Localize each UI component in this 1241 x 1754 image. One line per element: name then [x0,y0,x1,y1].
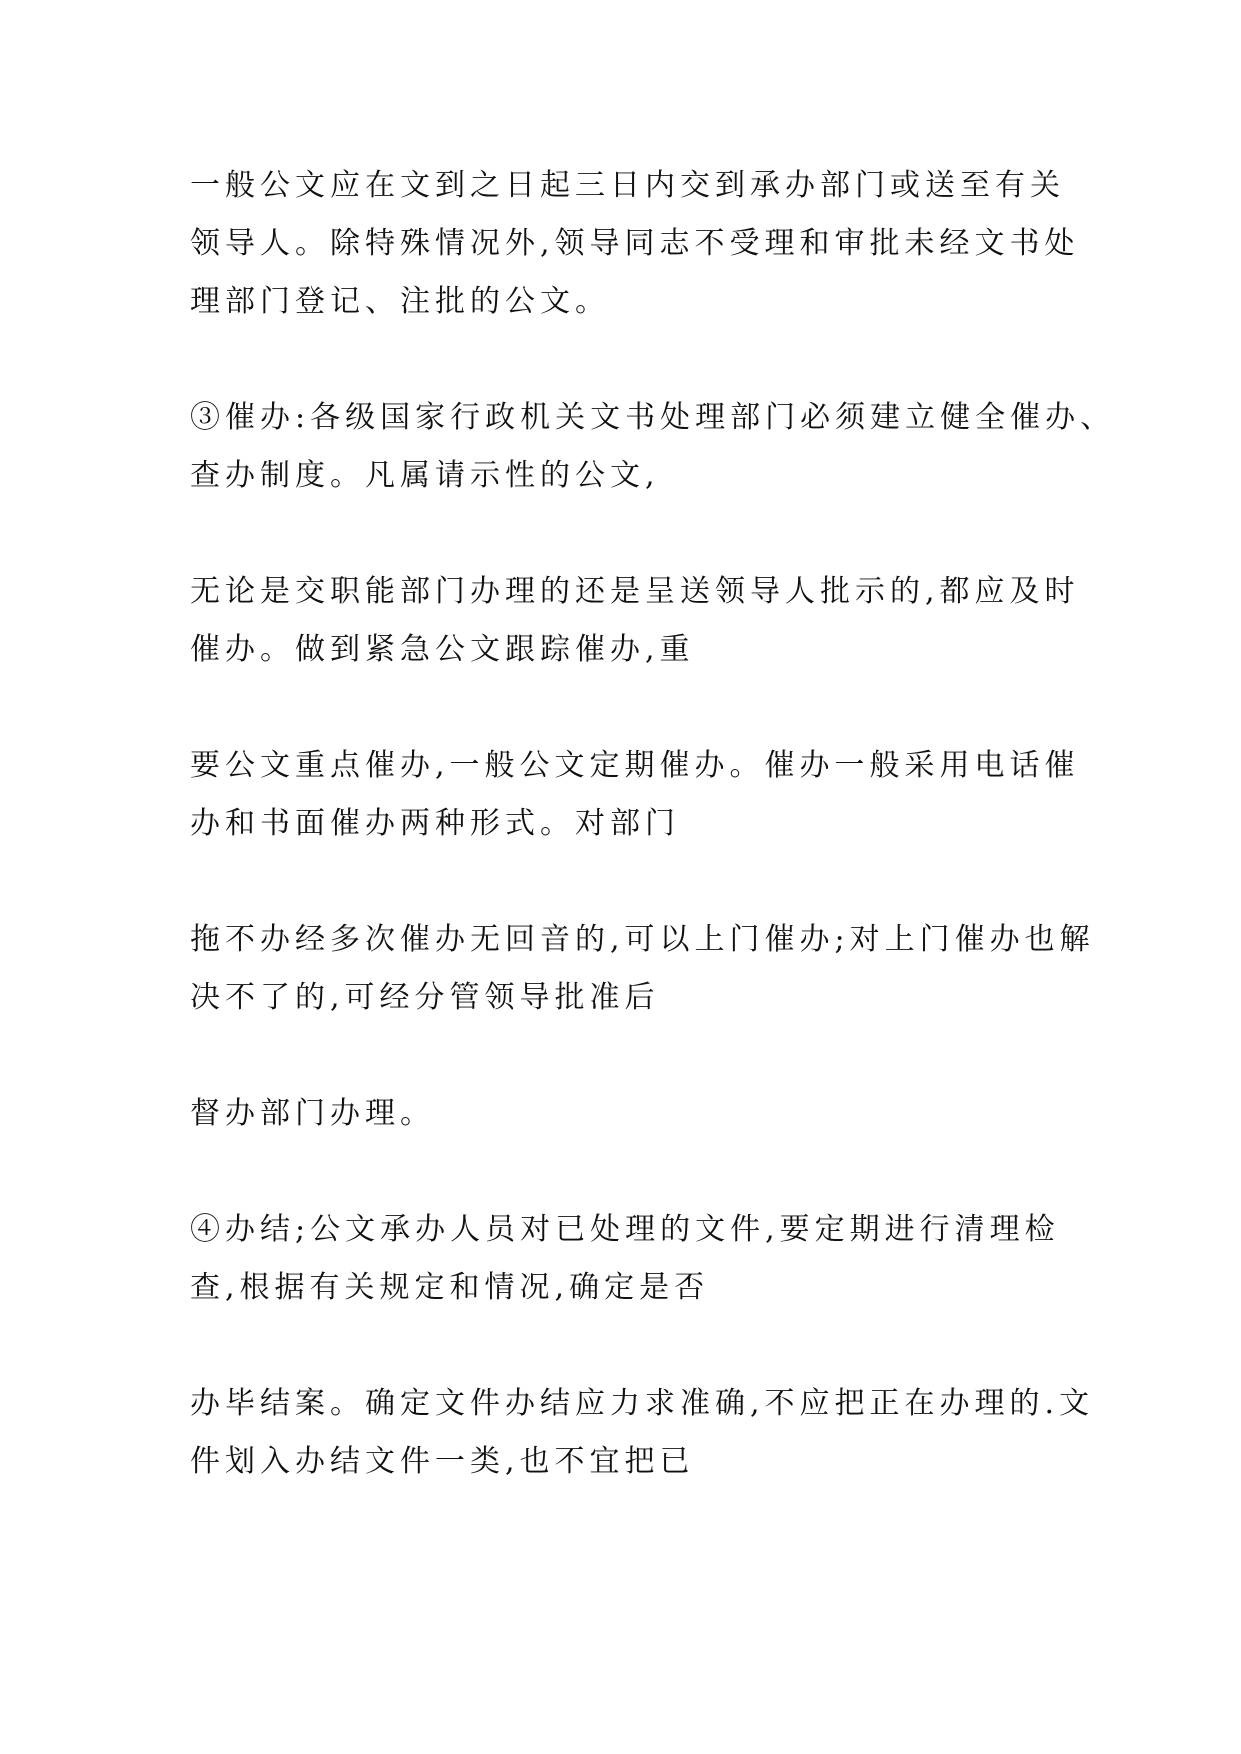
text-line: 查,根据有关规定和情况,确定是否 [190,1270,710,1305]
paragraph [190,1201,1070,1317]
text-line: 无论是交职能部门办理的还是呈送领导人批示的,都应及时 [190,574,1080,609]
paragraph [190,157,1080,331]
text-line: 办和书面催办两种形式。对部门 [190,806,680,841]
paragraph [190,737,1080,853]
text-line: 查办制度。凡属请示性的公文, [190,458,660,493]
text-line: 拖不办经多次催办无回音的,可以上门催办;对上门催办也解 [190,922,1095,957]
text-line: 件划入办结文件一类,也不宜把已 [190,1444,695,1479]
text-line: 办毕结案。确定文件办结应力求准确,不应把正在办理的.文 [190,1386,1095,1421]
text-line: 一般公文应在文到之日起三日内交到承办部门或送至有关 [190,168,1065,203]
text-line: 领导人。除特殊情况外,领导同志不受理和审批未经文书处 [190,226,1080,261]
paragraph [190,563,1080,679]
text-line: 要公文重点催办,一般公文定期催办。催办一般采用电话催 [190,748,1080,783]
text-line: 理部门登记、注批的公文。 [190,284,610,319]
paragraph [190,1085,1070,1143]
paragraph [190,1375,1095,1491]
text-line: ④办结;公文承办人员对已处理的文件,要定期进行清理检 [190,1212,1060,1247]
text-line: 督办部门办理。 [190,1096,435,1131]
paragraph [190,911,1095,1027]
paragraph [190,389,1116,505]
text-line: ③催办:各级国家行政机关文书处理部门必须建立健全催办、 [190,400,1116,435]
text-line: 催办。做到紧急公文跟踪催办,重 [190,632,695,667]
text-line: 决不了的,可经分管领导批准后 [190,980,660,1015]
